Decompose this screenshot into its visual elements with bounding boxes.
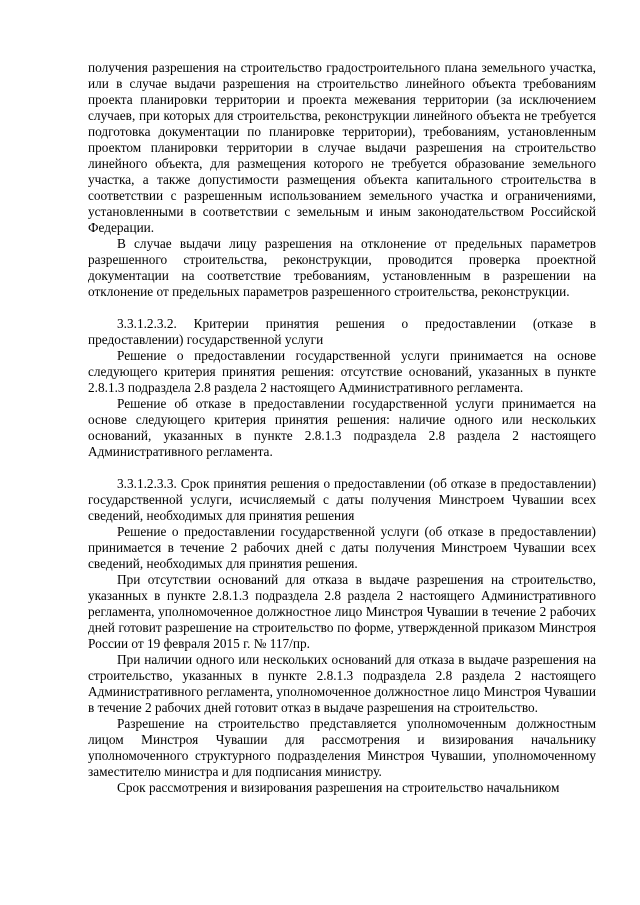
section-heading-3-3-1-2-3-2: 3.3.1.2.3.2. Критерии принятия решения о предоставлении (отказе в предоставлении) государственной услуги	[88, 316, 596, 347]
paragraph-refusal-preparation: При наличии одного или нескольких оснований для отказа в выдаче разрешения на строительство, указанных в пункте 2.8.1.3 подраздела 2.8 раздела 2 настоящего Административного регламента, уполномоченное должностное лицо Минстроя Чувашии в течение 2 рабочих дней готовит отказ в выдаче разрешения на строительство.	[88, 652, 596, 715]
paragraph-refusal-criterion: Решение об отказе в предоставлении государственной услуги принимается на основе следующего критерия принятия решения: наличие одного или нескольких оснований, указанных в пункте 2.8.1.3 подраздела 2.8 раздела 2 настоящего Административного регламента.	[88, 396, 596, 459]
document-page	[88, 60, 596, 796]
paragraph-review-term: Срок рассмотрения и визирования разрешения на строительство начальником	[117, 780, 560, 795]
paragraph-grant-criterion: Решение о предоставлении государственной услуги принимается на основе следующего критерия принятия решения: отсутствие оснований, указанных в пункте 2.8.1.3 подраздела 2.8 раздела 2 настоящего Административного регламента.	[88, 348, 596, 395]
paragraph-deviation-check: В случае выдачи лицу разрешения на отклонение от предельных параметров разрешенного строительства, реконструкции, проводится проверка проектной документации на соответствие требованиям, установленным в разрешении на отклонение от предельных параметров разрешенного строительства, реконструкции.	[88, 236, 596, 299]
paragraph-permit-preparation: При отсутствии оснований для отказа в выдаче разрешения на строительство, указанных в пункте 2.8.1.3 подраздела 2.8 раздела 2 настоящего Административного регламента, уполномоченное должностное лицо Минстроя Чувашии в течение 2 рабочих дней готовит разрешение на строительство по форме, утвержденной приказом Минстроя России от 19 февраля 2015 г. № 117/пр.	[88, 572, 596, 651]
paragraph-permit-review: Разрешение на строительство представляется уполномоченным должностным лицом Минстроя Чувашии для рассмотрения и визирования начальнику уполномоченного структурного подразделения Минстроя Чувашии, уполномоченному заместителю министра и для подписания министру.	[88, 716, 596, 779]
section-heading-3-3-1-2-3-3: 3.3.1.2.3.3. Срок принятия решения о предоставлении (об отказе в предоставлении) государственной услуги, исчисляемый с даты получения Минстроем Чувашии всех сведений, необходимых для принятия решения	[88, 476, 596, 523]
paragraph-continuation: получения разрешения на строительство градостроительного плана земельного участка, или в случае выдачи разрешения на строительство линейного объекта требованиям проекта планировки территории и проекта межевания территории (за исключением случаев, при которых для строительства, реконструкции линейного объекта не требуется подготовка документации по планировке территории), требованиям, установленным проектом планировки территории в случае выдачи разрешения на строительство линейного объекта, для размещения которого не требуется образование земельного участка, а также допустимости размещения объекта капитального строительства в соответствии с разрешенным использованием земельного участка и ограничениями, установленными в соответствии с земельным и иным законодательством Российской Федерации.	[88, 60, 596, 235]
paragraph-decision-term: Решение о предоставлении государственной услуги (об отказе в предоставлении) принимается в течение 2 рабочих дней с даты получения Минстроем Чувашии всех сведений, необходимых для принятия решения.	[88, 524, 596, 571]
